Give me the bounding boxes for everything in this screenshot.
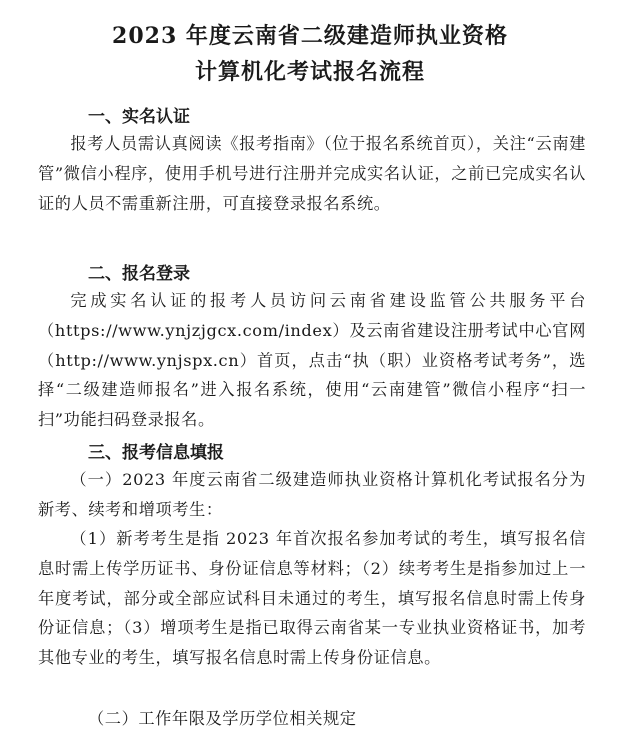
section-heading-registration-login: 二、报名登录 — [88, 264, 190, 284]
section-body-registration-login: 完成实名认证的报考人员访问云南省建设监管公共服务平台（https://www.ynjzjgcx.com/index）及云南省建设注册考试中心官网（http://www.ynjspx.cn）首页，点击“执（职）业资格考试考务”，选择“二级建造师报名”进入报名系统，使用“云南建管”微信小程序“扫一扫”功能扫码登录报名。 — [38, 291, 586, 430]
section-body-real-name-verification: 报考人员需认真阅读《报考指南》（位于报名系统首页），关注“云南建管”微信小程序，使用手机号进行注册并完成实名认证，之前已完成实名认证的人员不需重新注册，可直接登录报名系统。 — [38, 134, 586, 213]
document-title-line-2: 计算机化考试报名流程 — [194, 59, 425, 85]
document-title-line-1: 2023 年度云南省二级建造师执业资格 — [112, 23, 508, 49]
section-paragraph-candidate-types: （一）2023 年度云南省二级建造师执业资格计算机化考试报名分为新考、续考和增项考生： — [38, 470, 586, 519]
section-heading-real-name-verification: 一、实名认证 — [88, 107, 190, 127]
subsection-heading-work-experience: （二）工作年限及学历学位相关规定 — [88, 709, 357, 728]
section-heading-info-filling: 三、报考信息填报 — [88, 443, 224, 463]
section-paragraph-candidate-definitions: （1）新考考生是指 2023 年首次报名参加考试的考生，填写报名信息时需上传学历证书、身份证信息等材料；（2）续考考生是指参加过上一年度考试，部分或全部应试科目未通过的考生，填写报名信息时需上传身份证信息；（3）增项考生是指已取得云南省某一专业执业资格证书，加考其他专业的考生，填写报名信息时需上传身份证信息。 — [38, 529, 586, 668]
